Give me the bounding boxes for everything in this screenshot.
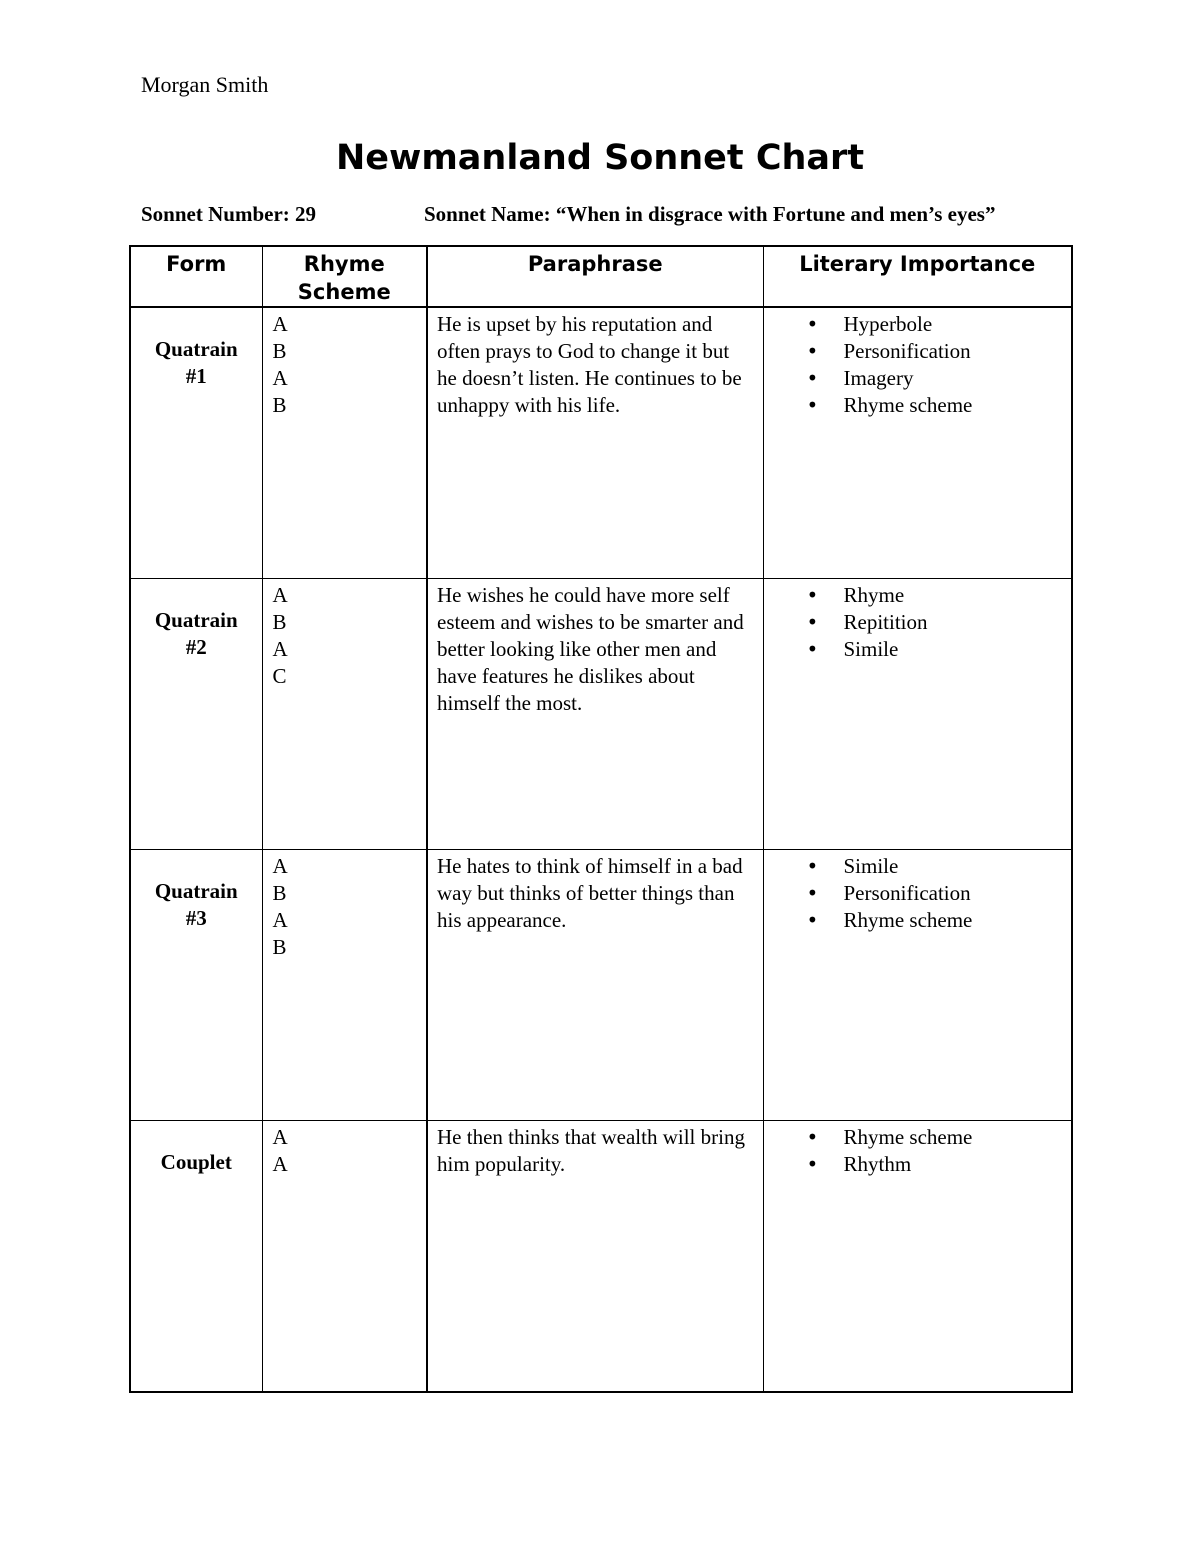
- literary-list: [764, 579, 1072, 663]
- rhyme-letter: A: [272, 312, 288, 336]
- form-cell: Quatrain #1: [130, 307, 262, 579]
- literary-item: • Simile: [764, 853, 1072, 880]
- header-literary-importance: Literary Importance: [763, 246, 1072, 307]
- literary-item: • Personification: [764, 880, 1072, 907]
- literary-item: • Rhyme scheme: [764, 1124, 1072, 1151]
- literary-item: • Rhythm: [764, 1151, 1072, 1178]
- paraphrase-cell: He then thinks that wealth will bring him popularity.: [427, 1121, 763, 1393]
- rhyme-cell: [262, 1121, 427, 1393]
- rhyme-letter: A: [272, 637, 288, 661]
- header-paraphrase: Paraphrase: [427, 246, 763, 307]
- literary-item: • Simile: [764, 636, 1072, 663]
- header-form: Form: [130, 246, 262, 307]
- literary-list: [764, 1121, 1072, 1178]
- page-title: Newmanland Sonnet Chart: [335, 138, 865, 178]
- literary-cell: [763, 307, 1072, 579]
- rhyme-letter: A: [272, 854, 288, 878]
- rhyme-letter: B: [272, 339, 287, 363]
- table-row: [130, 1121, 1072, 1393]
- rhyme-letter: B: [272, 881, 287, 905]
- sonnet-number: Sonnet Number: 29: [141, 202, 317, 226]
- form-cell: Couplet: [130, 1121, 262, 1393]
- literary-item: • Imagery: [764, 365, 1072, 392]
- table-row: [130, 579, 1072, 850]
- literary-item: • Rhyme: [764, 582, 1072, 609]
- literary-item: • Repitition: [764, 609, 1072, 636]
- header-rhyme-scheme: Rhyme Scheme: [262, 246, 427, 307]
- rhyme-letter: A: [272, 583, 288, 607]
- table-row: [130, 850, 1072, 1121]
- paraphrase-cell: He is upset by his reputation and often prays to God to change it but he doesn’t listen. He continues to be unhappy with his life.: [427, 307, 763, 579]
- literary-item: • Rhyme scheme: [764, 392, 1072, 419]
- form-cell: Quatrain #2: [130, 579, 262, 850]
- rhyme-letter: A: [272, 1152, 288, 1176]
- form-cell: Quatrain #3: [130, 850, 262, 1121]
- rhyme-letter: A: [272, 908, 288, 932]
- rhyme-letter: C: [272, 664, 287, 688]
- rhyme-letter: B: [272, 610, 287, 634]
- rhyme-letter: A: [272, 366, 288, 390]
- rhyme-cell: [262, 307, 427, 579]
- literary-cell: [763, 850, 1072, 1121]
- paraphrase-cell: He wishes he could have more self esteem and wishes to be smarter and better looking like other men and have features he dislikes about himself the most.: [427, 579, 763, 850]
- literary-list: [764, 308, 1072, 419]
- literary-list: [764, 850, 1072, 934]
- literary-item: • Rhyme scheme: [764, 907, 1072, 934]
- literary-item: • Personification: [764, 338, 1072, 365]
- rhyme-letter: B: [272, 935, 287, 959]
- rhyme-cell: [262, 579, 427, 850]
- paraphrase-cell: He hates to think of himself in a bad way but thinks of better things than his appearance.: [427, 850, 763, 1121]
- literary-cell: [763, 1121, 1072, 1393]
- literary-cell: [763, 579, 1072, 850]
- sonnet-name: Sonnet Name: “When in disgrace with Fortune and men’s eyes”: [424, 202, 996, 226]
- rhyme-letter: B: [272, 393, 287, 417]
- sonnet-chart-table: [129, 245, 1073, 1393]
- author-name: Morgan Smith: [141, 72, 269, 97]
- rhyme-cell: [262, 850, 427, 1121]
- literary-item: • Hyperbole: [764, 311, 1072, 338]
- table-row: [130, 307, 1072, 579]
- table-header-row: [130, 246, 1072, 307]
- rhyme-letter: A: [272, 1125, 288, 1149]
